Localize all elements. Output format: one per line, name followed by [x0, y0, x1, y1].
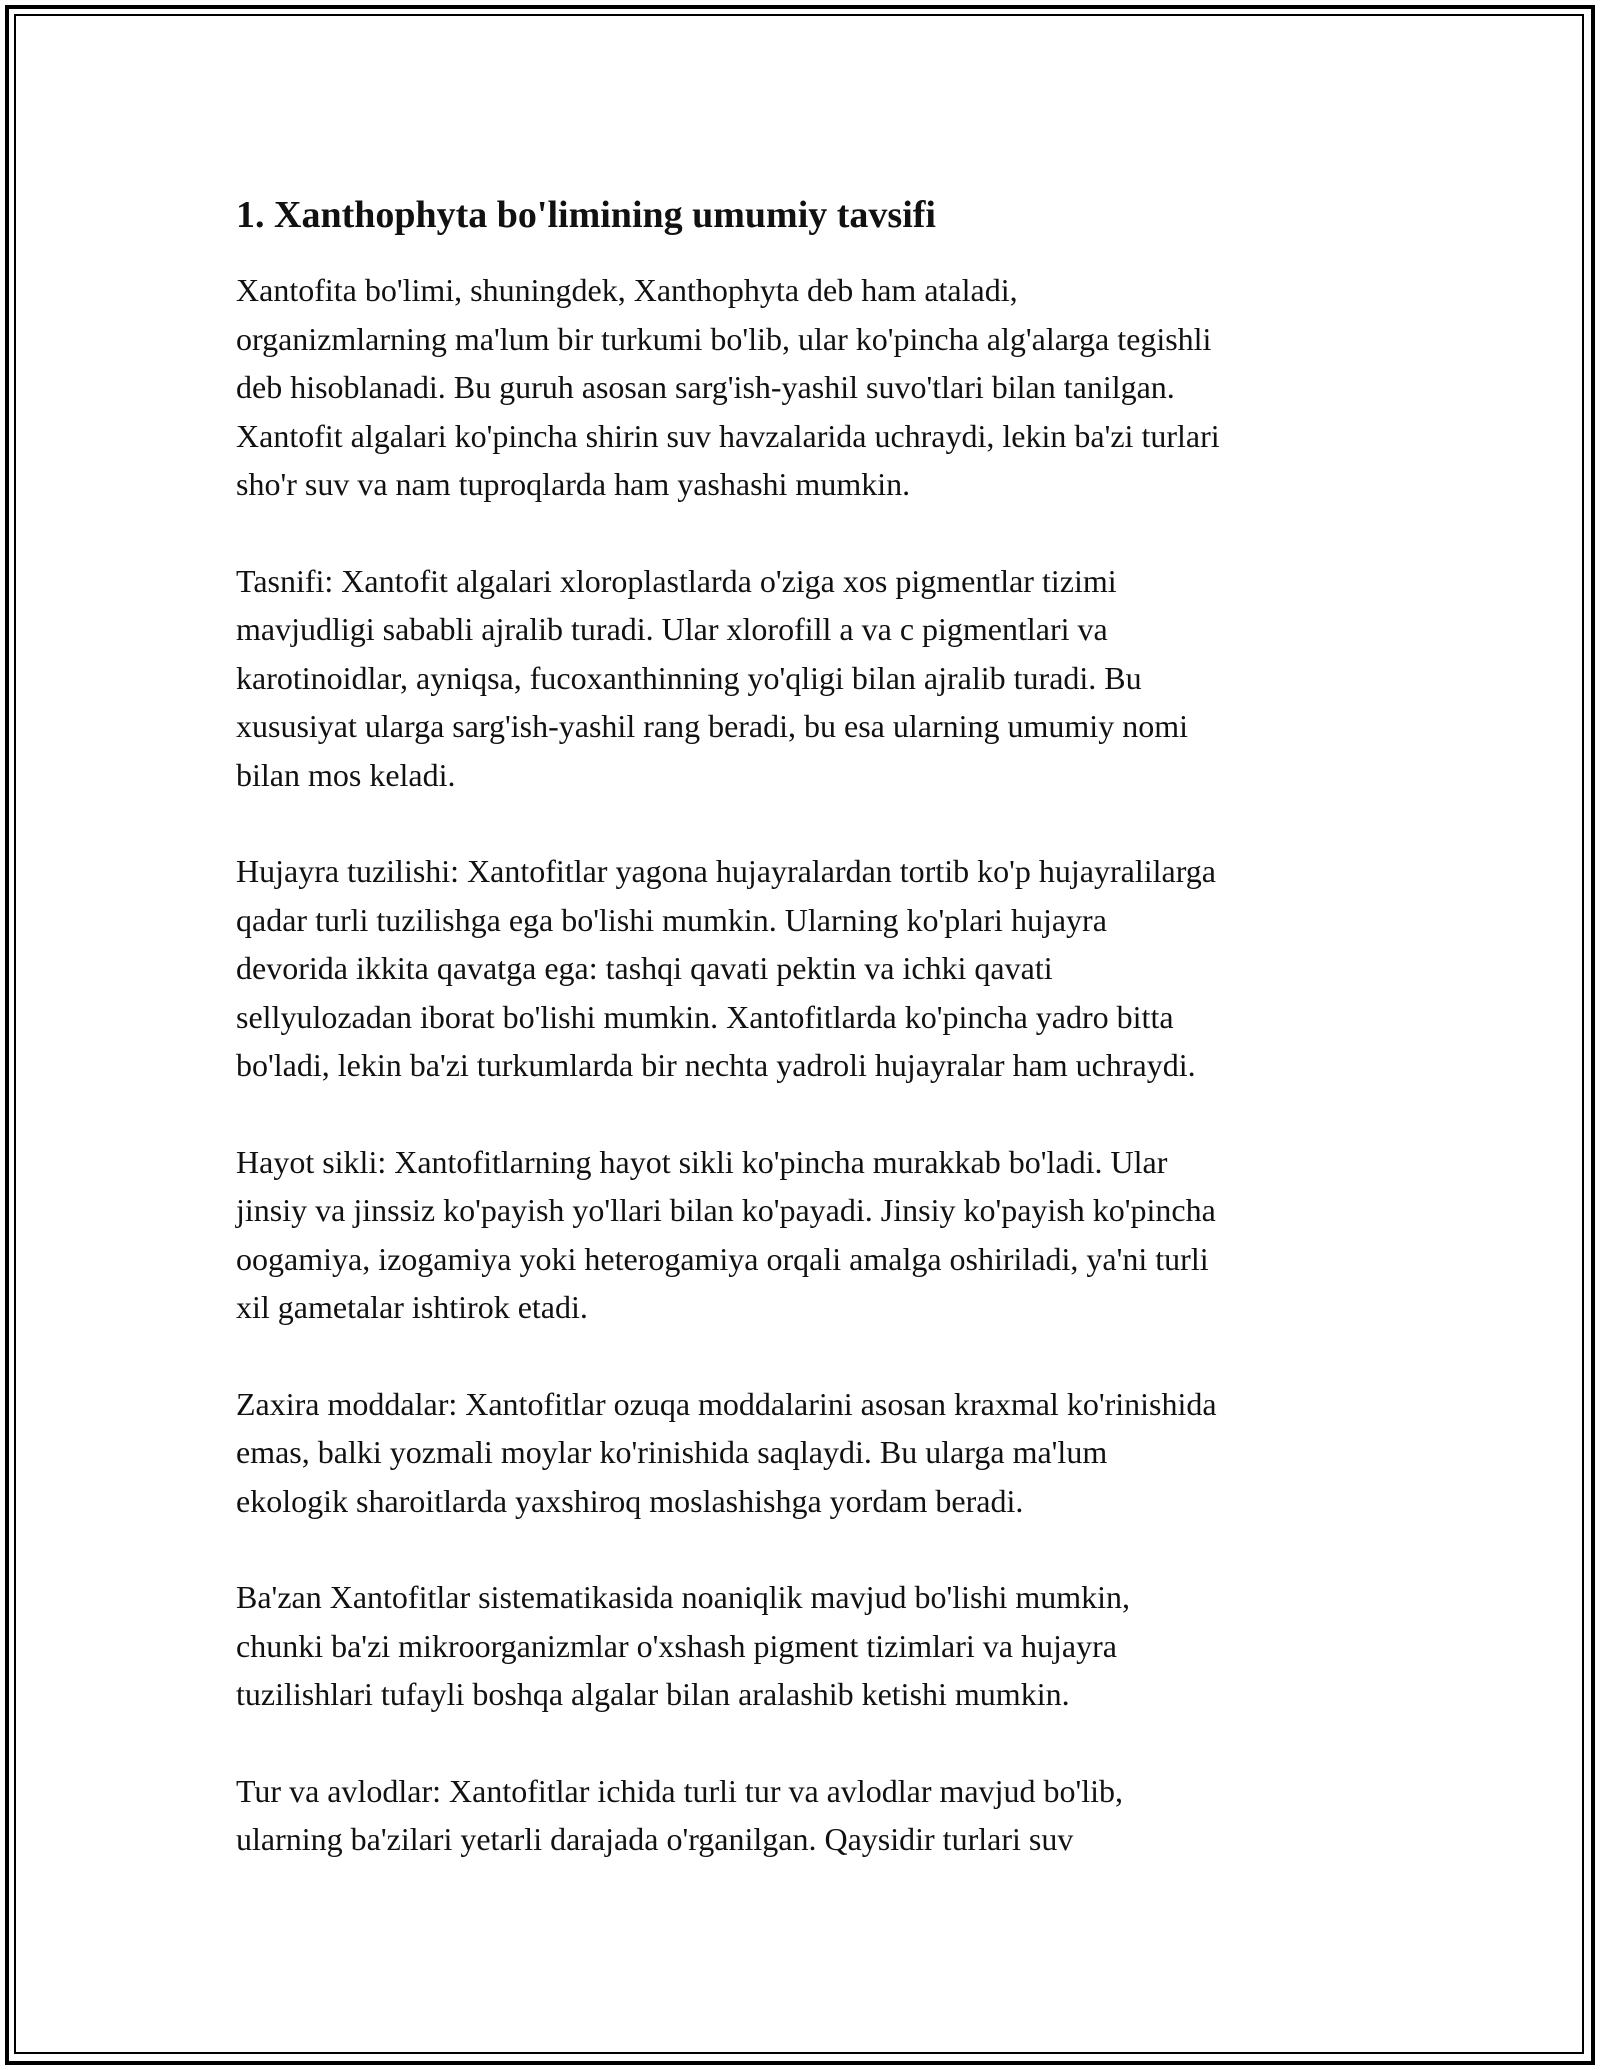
- document-title: 1. Xanthophyta bo'limining umumiy tavsifi: [236, 194, 936, 236]
- paragraph-line: bilan mos keladi.: [236, 756, 456, 793]
- paragraph-line: ekologik sharoitlarda yaxshiroq moslashishga yordam beradi.: [236, 1482, 1024, 1519]
- paragraph-line: tuzilishlari tufayli boshqa algalar bilan aralashib ketishi mumkin.: [236, 1676, 1070, 1712]
- paragraph-line: chunki ba'zi mikroorganizmlar o'xshash pigment tizimlari va hujayra: [236, 1627, 1117, 1664]
- paragraph-line: xil gametalar ishtirok etadi.: [236, 1289, 588, 1325]
- paragraph-line: deb hisoblanadi. Bu guruh asosan sarg'ish-yashil suvo'tlari bilan tanilgan.: [236, 369, 1175, 405]
- paragraph-line: bo'ladi, lekin ba'zi turkumlarda bir nechta yadroli hujayralar ham uchraydi.: [236, 1047, 1196, 1083]
- paragraph-line: sellyulozadan iborat bo'lishi mumkin. Xantofitlarda ko'pincha yadro bitta: [236, 998, 1174, 1035]
- paragraph-zaxira-moddalar: [236, 1380, 1386, 1526]
- paragraph-line: Zaxira moddalar: Xantofitlar ozuqa moddalarini asosan kraxmal ko'rinishida: [236, 1385, 1217, 1422]
- paragraph-line: xususiyat ularga sarg'ish-yashil rang beradi, bu esa ularning umumiy nomi: [236, 708, 1188, 744]
- paragraph-line: Xantofita bo'limi, shuningdek, Xanthophyta deb ham ataladi,: [236, 272, 1018, 308]
- paragraph-line: devorida ikkita qavatga ega: tashqi qavati pektin va ichki qavati: [236, 950, 1053, 986]
- paragraph-line: karotinoidlar, ayniqsa, fucoxanthinning yo'qligi bilan ajralib turadi. Bu: [236, 659, 1142, 696]
- paragraph-line: sho'r suv va nam tuproqlarda ham yashashi mumkin.: [236, 466, 911, 502]
- paragraph-line: qadar turli tuzilishga ega bo'lishi mumkin. Ularning ko'plari hujayra: [236, 901, 1107, 938]
- paragraph-hujayra-tuzilishi: [236, 847, 1386, 1090]
- paragraph-line: organizmlarning ma'lum bir turkumi bo'lib, ular ko'pincha alg'alarga tegishli: [236, 320, 1212, 357]
- document-body: [236, 188, 1386, 1864]
- paragraph-line: Hujayra tuzilishi: Xantofitlar yagona hujayralardan tortib ko'p hujayralilarga: [236, 853, 1216, 889]
- paragraph-line: Tasnifi: Xantofit algalari xloroplastlarda o'ziga xos pigmentlar tizimi: [236, 562, 1117, 599]
- paragraph-hayot-sikli: [236, 1138, 1386, 1332]
- paragraph-line: Xantofit algalari ko'pincha shirin suv havzalarida uchraydi, lekin ba'zi turlari: [236, 417, 1220, 454]
- paragraph-intro: [236, 266, 1386, 509]
- paragraph-line: mavjudligi sababli ajralib turadi. Ular xlorofill a va c pigmentlari va: [236, 611, 1108, 647]
- paragraph-tasnifi: [236, 557, 1386, 800]
- paragraph-line: Ba'zan Xantofitlar sistematikasida noaniqlik mavjud bo'lishi mumkin,: [236, 1579, 1131, 1615]
- paragraph-line: oogamiya, izogamiya yoki heterogamiya orqali amalga oshiriladi, ya'ni turli: [236, 1240, 1209, 1277]
- paragraph-line: emas, balki yozmali moylar ko'rinishida saqlaydi. Bu ularga ma'lum: [236, 1434, 1108, 1470]
- paragraph-line: Hayot sikli: Xantofitlarning hayot sikli ko'pincha murakkab bo'ladi. Ular: [236, 1143, 1168, 1180]
- paragraph-line: ularning ba'zilari yetarli darajada o'rganilgan. Qaysidir turlari suv: [236, 1821, 1074, 1857]
- paragraph-line: Tur va avlodlar: Xantofitlar ichida turli tur va avlodlar mavjud bo'lib,: [236, 1772, 1124, 1809]
- paragraph-line: jinsiy va jinssiz ko'payish yo'llari bilan ko'payadi. Jinsiy ko'payish ko'pincha: [236, 1192, 1216, 1228]
- paragraph-sistematika: [236, 1573, 1386, 1719]
- paragraph-tur-va-avlodlar: [236, 1767, 1386, 1864]
